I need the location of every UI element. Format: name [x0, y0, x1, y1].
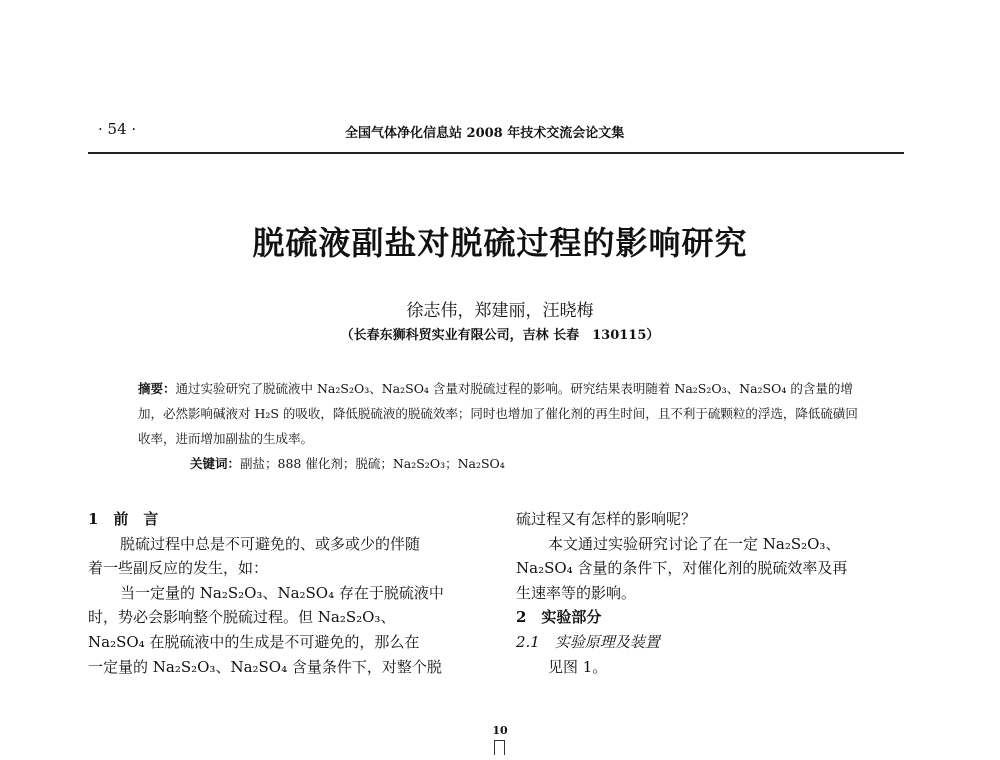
- section-heading-experiment: 2 实验部分: [516, 608, 602, 627]
- page-number: · 54 ·: [98, 120, 137, 138]
- abstract: [138, 376, 858, 476]
- abstract-text: 通过实验研究了脱硫液中 Na₂S₂O₃、Na₂SO₄ 含量对脱硫过程的影响。研究结果表明随着 Na₂S₂O₃、Na₂SO₄ 的含量的增加，必然影响碱液对 H₂S 的吸收，降低脱硫液的脱硫效率；同时也增加了催化剂的再生时间，且不利于硫颗粒的浮选，降低硫磺回收率，进而增加副盐的生成率。: [138, 381, 858, 446]
- article-title: 脱硫液副盐对脱硫过程的影响研究: [252, 224, 748, 262]
- footer-number: 10: [492, 724, 508, 737]
- header-rule: [88, 152, 904, 154]
- keywords: [138, 451, 858, 476]
- keywords-label: 关键词：: [190, 456, 241, 471]
- body-line: 时，势必会影响整个脱硫过程。但 Na₂S₂O₃、: [88, 608, 396, 627]
- body-line: 硫过程又有怎样的影响呢？: [516, 510, 697, 528]
- body-line: 本文通过实验研究讨论了在一定 Na₂S₂O₃、: [548, 534, 841, 553]
- body-line: 见图 1。: [548, 657, 608, 676]
- body-line: 当一定量的 Na₂S₂O₃、Na₂SO₄ 存在于脱硫液中: [120, 583, 444, 602]
- right-column: [516, 507, 916, 679]
- abstract-paragraph: [138, 376, 858, 451]
- abstract-label: 摘要：: [138, 381, 176, 396]
- footer-mark-icon: [494, 740, 505, 755]
- keywords-text: 副盐；888 催化剂；脱硫；Na₂S₂O₃；Na₂SO₄: [240, 456, 505, 471]
- left-column: [88, 507, 488, 679]
- body-line: 着一些副反应的发生，如：: [88, 559, 269, 578]
- affiliation: （长春东狮科贸实业有限公司，吉林 长春 130115）: [340, 328, 660, 343]
- subsection-heading: 2.1 实验原理及装置: [516, 632, 660, 651]
- body-line: 一定量的 Na₂S₂O₃、Na₂SO₄ 含量条件下，对整个脱: [88, 657, 442, 676]
- body-line: 生速率等的影响。: [516, 583, 637, 602]
- body-line: Na₂SO₄ 在脱硫液中的生成是不可避免的，那么在: [88, 632, 420, 651]
- journal-title: 全国气体净化信息站 2008 年技术交流会论文集: [345, 126, 625, 141]
- body-line: Na₂SO₄ 含量的条件下，对催化剂的脱硫效率及再: [516, 559, 848, 578]
- body-line: 脱硫过程中总是不可避免的、或多或少的伴随: [120, 534, 421, 553]
- section-heading-introduction: 1 前 言: [88, 510, 159, 528]
- authors: 徐志伟，郑建丽，汪晓梅: [406, 301, 594, 321]
